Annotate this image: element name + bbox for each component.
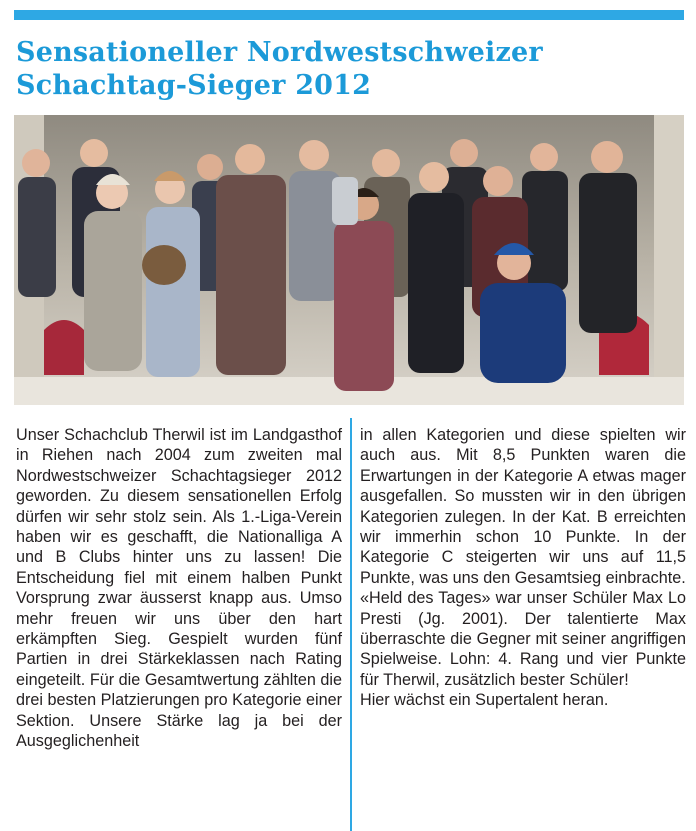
headline	[16, 36, 676, 102]
article-column-right	[360, 425, 686, 711]
group-photo	[14, 115, 684, 405]
column-right-paragraph-1: in allen Kategorien und diese spielten wir auch aus. Mit 8,5 Punkten waren die Erwartungen in der Kategorie A etwas mager ausgefallen. So mussten wir in den übrigen Kategorien zulegen. In der Kat. B erreichten wir immerhin schon 10 Punkte. In der Kategorie C steigerten wir uns auf 11,5 Punkte, was uns den Gesamtsieg einbrachte.	[360, 426, 686, 587]
column-left-text: Unser Schachclub Therwil ist im Landgasthof in Riehen nach 2004 zum zweiten mal Nordwestschweizer Schachtagsieger 2012 geworden. Zu diesem sensationellen Erfolg dürfen wir sehr stolz sein. Als 1.-Liga-Verein haben wir es geschafft, die Nationalliga A und B Clubs hinter uns zu lassen! Die Entscheidung fiel mit einem halben Punkt Vorsprung zwar äusserst knapp aus. Umso mehr freuen wir uns über den hart erkämpften Sieg. Gespielt wurden fünf Partien in drei Stärkeklassen nach Rating eingeteilt. Für die Gesamtwertung zählten die drei besten Platzierungen pro Kategorie einer Sektion. Unsere Stärke lag ja bei der Ausgeglichenheit	[16, 426, 342, 751]
top-accent-rule	[14, 10, 684, 20]
article-column-left	[16, 425, 342, 752]
column-right-paragraph-2: «Held des Tages» war unser Schüler Max Lo Presti (Jg. 2001). Der talentierte Max überraschte die Gegner mit seiner angriffigen Spielweise. Lohn: 4. Rang und vier Punkte für Therwil, zusätzlich bester Schüler!	[360, 589, 686, 689]
headline-line-1: Sensationeller Nordwestschweizer	[16, 37, 543, 68]
headline-line-2: Schachtag-Sieger 2012	[16, 70, 372, 101]
column-right-paragraph-3: Hier wächst ein Supertalent heran.	[360, 691, 609, 710]
column-divider	[350, 418, 352, 831]
